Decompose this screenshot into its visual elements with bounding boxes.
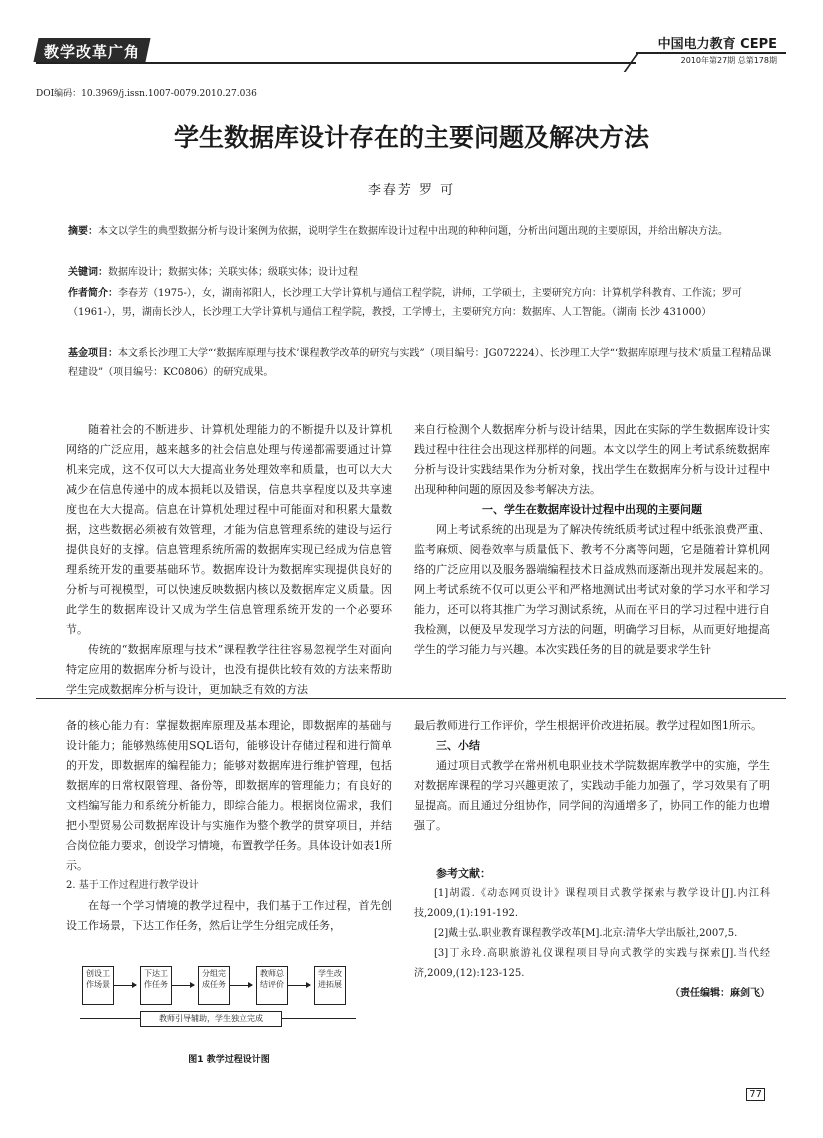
- keywords-text: 数据库设计；数据实体；关联实体；级联实体；设计过程: [108, 267, 358, 278]
- issue-info: 2010年第27期 总第178期: [680, 56, 777, 65]
- figure-caption: 图1 教学过程设计图: [188, 1055, 270, 1065]
- lower-left-column: [66, 716, 392, 936]
- subheading-2: 2. 基于工作过程进行教学设计: [66, 880, 199, 891]
- flow-arrow: [230, 985, 252, 986]
- header-rule-right: [636, 52, 786, 54]
- guide-box: 教师引导辅助，学生独立完成: [140, 1011, 282, 1027]
- abstract-label: 摘要：: [68, 226, 98, 237]
- header-rule: [36, 62, 636, 64]
- paragraph: 在每一个学习情境的教学过程中，我们基于工作过程，首先创设工作场景，下达工作任务，然后让学生分组完成任务，: [66, 899, 392, 932]
- figure-1: [74, 966, 364, 1046]
- upper-right-column: [414, 420, 770, 660]
- editor-note: （责任编辑：麻剑飞）: [670, 988, 770, 999]
- keywords-label: 关键词：: [68, 267, 108, 278]
- reference-item: [2]戴士弘.职业教育课程教学改革[M].北京:清华大学出版社,2007,5.: [434, 928, 738, 939]
- abstract: [68, 222, 773, 241]
- flow-arrow: [114, 985, 136, 986]
- flow-arrow: [172, 985, 194, 986]
- journal-name: 中国电力教育 CEPE: [657, 37, 777, 52]
- lower-right-column: [414, 716, 770, 1004]
- paragraph: 传统的“数据库原理与技术”课程教学往往容易忽视学生对面向特定应用的数据库分析与设计，也没有提供比较有效的方法来帮助学生完成数据库分析与设计，更加缺乏有效的方法: [66, 643, 392, 696]
- paragraph: 随着社会的不断进步、计算机处理能力的不断提升以及计算机网络的广泛应用，越来越多的社会信息处理与传递都需要通过计算机来完成，这不仅可以大大提高业务处理效率和质量，也可以大大减少在信息传递中的成本损耗以及错误，信息共享程度以及共享速度也在大大提高。信息在计算机处理过程中可能面对和积累大量数据，这些数据必须被有效管理，才能为信息管理系统的建设与运行提供良好的支撑。信息管理系统所需的数据库实现已经成为信息管理系统开发的重要基础环节。数据库设计为数据库实现提供良好的分析与可视模型，可以快速反映数据内核以及数据库定义质量。因此学生的数据库设计又成为学生信息管理系统开发的一个必要环节。: [66, 423, 392, 636]
- references-title: 参考文献：: [436, 867, 491, 880]
- paragraph: 网上考试系统的出现是为了解决传统纸质考试过程中纸张浪费严重、监考麻烦、阅卷效率与质量低下、教考不分离等问题，它是随着计算机网络的广泛应用以及服务器端编程技术日益成熟而逐渐出现并发展起来的。网上考试系统不仅可以更公平和严格地测试出考试对象的学习水平和学习能力，还可以将其推广为学习测试系统，从而在平日的学习过程中进行自我检测，以便及早发现学习方法的问题，明确学习目标，从而更好地提高学生的学习能力与兴趣。本次实践任务的目的就是要求学生针: [414, 523, 770, 656]
- section-heading-1: 一、学生在数据库设计过程中出现的主要问题: [482, 503, 702, 516]
- paragraph: 来自行检测个人数据库分析与设计结果，因此在实际的学生数据库设计实践过程中往往会出现这样那样的问题。本文以学生的网上考试系统数据库分析与设计实践结果作为分析对象，找出学生在数据库分析与设计过程中出现种种问题的原因及参考解决方法。: [414, 423, 770, 496]
- author-bio: [68, 284, 773, 322]
- keywords: [68, 263, 773, 282]
- fund: [68, 344, 773, 382]
- paragraph: 最后教师进行工作评价，学生根据评价改进拓展。教学过程如图1所示。: [414, 719, 762, 732]
- page-number: 77: [746, 1088, 765, 1101]
- paragraph: 备的核心能力有：掌握数据库原理及基本理论，即数据库的基础与设计能力；能够熟练使用SQL语句，能够设计存储过程和进行简单的开发，即数据库的编程能力；能够对数据库进行维护管理，包括数据库的日常权限管理、备份等，即数据库的管理能力；有良好的文档编写能力和系统分析能力，即综合能力。根据岗位需求，我们把小型贸易公司数据库设计与实施作为整个教学的贯穿项目，并结合岗位能力要求，创设学习情境，布置教学任务。具体设计如表1所示。: [66, 719, 392, 872]
- fund-text: 本文系长沙理工大学“‘数据库原理与技术’课程教学改革的研究与实践”（项目编号：JG072224）、长沙理工大学“‘数据库原理与技术’质量工程精品课程建设”（项目编号：KC0806）的研究成果。: [68, 348, 772, 378]
- flow-box: 下达工作任务: [140, 966, 172, 1005]
- flow-arrow: [288, 985, 310, 986]
- section-tag: 教学改革广角: [44, 43, 141, 61]
- doi: DOI编码：10.3969/j.issn.1007-0079.2010.27.036: [36, 89, 257, 99]
- paragraph: 通过项目式教学在常州机电职业技术学院数据库教学中的实施，学生对数据库课程的学习兴趣更浓了，实践动手能力加强了，学习效果有了明显提高。而且通过分组协作，同学间的沟通增多了，协同工作的能力也增强了。: [414, 759, 770, 832]
- section-heading-3: 三、小结: [436, 739, 480, 752]
- flow-box: 学生改进拓展: [314, 966, 346, 1005]
- flow-box: 创设工作场景: [82, 966, 114, 1005]
- flow-box: 分组完成任务: [198, 966, 230, 1005]
- bio-label: 作者简介：: [68, 288, 118, 299]
- upper-left-column: [66, 420, 392, 700]
- paper-title: 学生数据库设计存在的主要问题及解决方法: [173, 123, 649, 152]
- reference-item: [1]胡霞.《动态网页设计》课程项目式教学探索与教学设计[J].内江科技,2009,(1):191-192.: [414, 888, 770, 919]
- fund-label: 基金项目：: [68, 348, 118, 359]
- reference-item: [3]丁永玲.高职旅游礼仪课程项目导向式教学的实践与探索[J].当代经济,2009,(12):123-125.: [414, 948, 770, 979]
- flow-box: 教师总结评价: [256, 966, 288, 1005]
- column-divider-rule: [36, 698, 786, 699]
- authors: 李春芳 罗 可: [367, 183, 456, 198]
- abstract-text: 本文以学生的典型数据分析与设计案例为依据，说明学生在数据库设计过程中出现的种种问题，分析出问题出现的主要原因，并给出解决方法。: [98, 226, 728, 237]
- bio-text: 李春芳（1975-），女，湖南祁阳人，长沙理工大学计算机与通信工程学院，讲师，工学硕士，主要研究方向：计算机学科教育、工作流；罗可（1961-），男，湖南长沙人，长沙理工大学计算机与通信工程学院，教授，工学博士，主要研究方向：数据库、人工智能。（湖南 长沙 431000）: [68, 288, 742, 318]
